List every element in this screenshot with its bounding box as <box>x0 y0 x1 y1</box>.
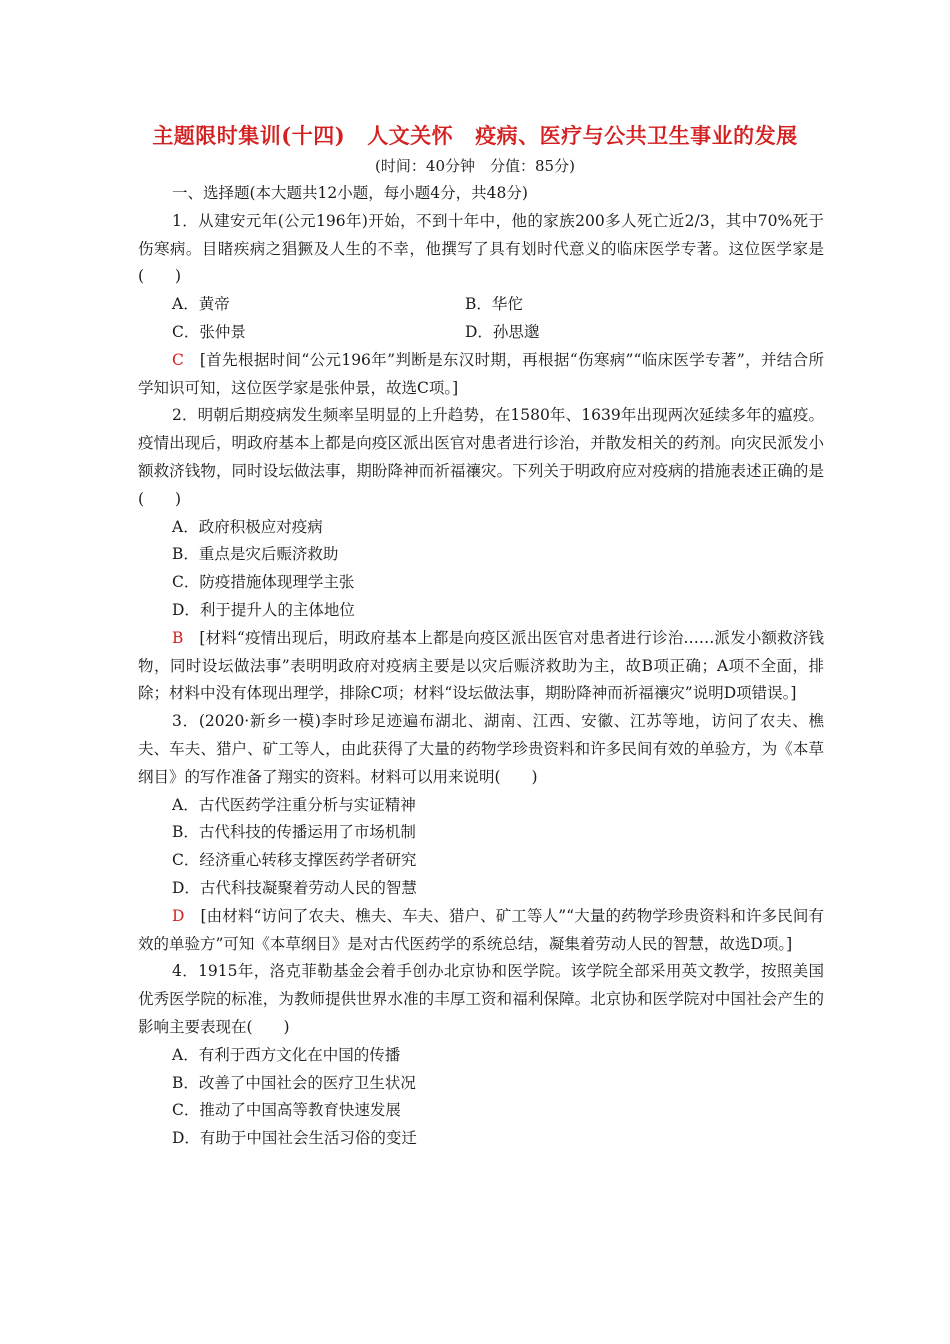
question-3-answer-letter: D <box>172 906 185 925</box>
question-3-stem: 3．(2020·新乡一模)李时珍足迹遍布湖北、湖南、江西、安徽、江苏等地，访问了农夫、樵夫、车夫、猎户、矿工等人，由此获得了大量的药物学珍贵资料和许多民间有效的单验方，为《本草纲目》的写作准备了翔实的资料。材料可以用来说明( ) <box>138 712 824 786</box>
section-heading: 一、选择题(本大题共12小题，每小题4分，共48分) <box>172 184 528 202</box>
question-4-option-c: C．推动了中国高等教育快速发展 <box>172 1101 401 1120</box>
question-1-answer <box>138 347 824 403</box>
question-2-answer <box>138 625 824 708</box>
question-4-option-a: A．有利于西方文化在中国的传播 <box>172 1045 401 1064</box>
question-1-option-b: B．华佗 <box>465 295 523 314</box>
question-4-option-b: B．改善了中国社会的医疗卫生状况 <box>172 1073 416 1092</box>
question-1-explanation: [首先根据时间“公元196年”判断是东汉时期，再根据“伤寒病”“临床医学专著”，并结合所学知识可知，这位医学家是张仲景，故选C项。] <box>138 350 824 397</box>
page-title <box>0 120 950 150</box>
question-2-option-b: B．重点是灾后赈济救助 <box>172 545 339 564</box>
question-1-answer-letter: C <box>172 350 184 369</box>
question-2-option-d: D．利于提升人的主体地位 <box>172 600 355 619</box>
title-part-2: 人文关怀 <box>367 123 454 148</box>
question-2-stem: 2．明朝后期疫病发生频率呈明显的上升趋势，在1580年、1639年出现两次延续多年的瘟疫。疫情出现后，明政府基本上都是向疫区派出医官对患者进行诊治，并散发相关的药剂。向灾民派发小额救济钱物，同时设坛做法事，期盼降神而祈福禳灾。下列关于明政府应对疫病的措施表述正确的是( ) <box>138 406 824 508</box>
question-1-options-row-1 <box>138 291 824 319</box>
question-3-option-b: B．古代科技的传播运用了市场机制 <box>172 823 416 842</box>
title-part-1: 主题限时集训(十四) <box>152 123 346 148</box>
question-4-stem: 4．1915年，洛克菲勒基金会着手创办北京协和医学院。该学院全部采用英文教学，按照美国优秀医学院的标准，为教师提供世界水准的丰厚工资和福利保障。北京协和医学院对中国社会产生的影响主要表现在( ) <box>138 962 824 1036</box>
question-3-explanation: [由材料“访问了农夫、樵夫、车夫、猎户、矿工等人”“大量的药物学珍贵资料和许多民间有效的单验方”可知《本草纲目》是对古代医药学的系统总结，凝集着劳动人民的智慧，故选D项。] <box>138 906 824 953</box>
question-2-explanation: [材料“疫情出现后，明政府基本上都是向疫区派出医官对患者进行诊治……派发小额救济钱物，同时设坛做法事”表明明政府对疫病主要是以灾后赈济救助为主，故B项正确；A项不全面，排除；材料中没有体现出理学，排除C项；材料“设坛做法事，期盼降神而祈福禳灾”说明D项错误。] <box>138 628 824 703</box>
question-1-option-a: A．黄帝 <box>172 295 230 314</box>
question-3-option-a: A．古代医药学注重分析与实证精神 <box>172 795 416 814</box>
question-3-option-c: C．经济重心转移支撑医药学者研究 <box>172 851 417 870</box>
question-1-option-d: D．孙思邈 <box>465 322 540 341</box>
exam-time-score: (时间：40分钟 分值：85分) <box>375 157 575 175</box>
question-1-options-row-2 <box>138 319 824 347</box>
question-3-option-d: D．古代科技凝聚着劳动人民的智慧 <box>172 878 417 897</box>
question-2-option-a: A．政府积极应对疫病 <box>172 517 323 536</box>
question-3-answer <box>138 903 824 959</box>
question-1-option-c: C．张仲景 <box>172 322 246 341</box>
question-2-answer-letter: B <box>172 628 184 647</box>
question-1-stem: 1．从建安元年(公元196年)开始，不到十年中，他的家族200多人死亡近2/3，其中70%死于伤寒病。目睹疾病之猖獗及人生的不幸，他撰写了具有划时代意义的临床医学专著。这位医学家是( ) <box>138 211 824 286</box>
title-part-3: 疫病、医疗与公共卫生事业的发展 <box>475 123 798 148</box>
question-4-option-d: D．有助于中国社会生活习俗的变迁 <box>172 1129 417 1148</box>
question-2-option-c: C．防疫措施体现理学主张 <box>172 573 355 592</box>
question-content <box>138 180 824 1153</box>
